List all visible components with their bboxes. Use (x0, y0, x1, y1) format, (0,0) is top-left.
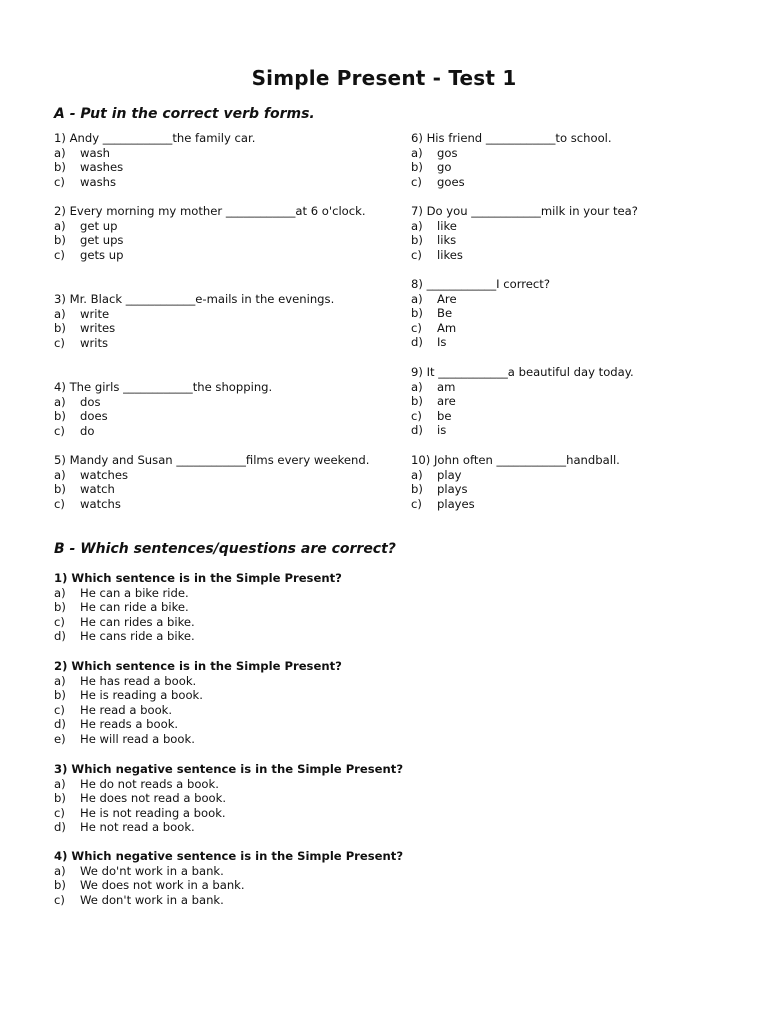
question-b4 (54, 849, 694, 907)
option (54, 600, 694, 615)
option (54, 424, 384, 439)
question-a6 (411, 131, 701, 189)
section-b-heading: B - Which sentences/questions are correct? (54, 541, 396, 557)
option-letter: a) (54, 776, 66, 791)
option-letter: a) (54, 306, 66, 321)
option (411, 219, 701, 234)
option-text: go (437, 160, 452, 175)
option-text: Be (437, 306, 453, 321)
option (411, 321, 701, 336)
option-text: write (80, 306, 110, 321)
option (54, 468, 384, 483)
option-letter: b) (411, 394, 423, 409)
option-letter: a) (54, 585, 66, 600)
option-letter: c) (411, 174, 422, 189)
option-text: He reads a book. (80, 717, 179, 732)
option-text: He does not read a book. (80, 791, 227, 806)
option-text: watchs (80, 496, 121, 511)
option-letter: e) (54, 731, 66, 746)
option-text: He can rides a bike. (80, 614, 195, 629)
option-text: watch (80, 482, 115, 497)
question-stem: 1) Andy ____________the family car. (54, 131, 256, 145)
option (411, 497, 701, 512)
option-text: is (437, 423, 447, 438)
option-letter: b) (411, 306, 423, 321)
option-letter: b) (54, 160, 66, 175)
option (54, 820, 694, 835)
option-letter: c) (411, 247, 422, 262)
option-text: He can a bike ride. (80, 585, 189, 600)
question-stem: 8) ____________I correct? (411, 277, 551, 291)
option (411, 160, 701, 175)
option-text: play (437, 467, 462, 482)
question-b3 (54, 762, 694, 835)
option-text: plays (437, 482, 468, 497)
option-text: He has read a book. (80, 673, 197, 688)
option (54, 717, 694, 732)
question-a1 (54, 131, 384, 189)
option (54, 248, 384, 263)
option-text: Are (437, 291, 457, 306)
option (411, 146, 701, 161)
option-letter: c) (54, 805, 65, 820)
question-stem: 3) Mr. Black ____________e-mails in the evenings. (54, 292, 335, 306)
option-letter: d) (54, 717, 66, 732)
option-text: goes (437, 174, 465, 189)
option (54, 160, 384, 175)
option (54, 791, 694, 806)
option-letter: a) (54, 394, 66, 409)
option-letter: c) (411, 320, 422, 335)
option (411, 175, 701, 190)
option-letter: d) (411, 335, 423, 350)
option-text: like (437, 218, 457, 233)
option (54, 732, 694, 747)
option-letter: a) (411, 145, 423, 160)
option (411, 306, 701, 321)
option (54, 219, 384, 234)
option-letter: a) (411, 291, 423, 306)
question-a4 (54, 380, 384, 438)
option-text: Am (437, 320, 457, 335)
option-letter: a) (411, 218, 423, 233)
option-letter: b) (54, 600, 66, 615)
option-letter: b) (54, 482, 66, 497)
option-letter: a) (411, 379, 423, 394)
option-text: Is (437, 335, 447, 350)
option (54, 806, 694, 821)
option-text: get ups (80, 233, 124, 248)
option (411, 292, 701, 307)
option (54, 703, 694, 718)
option-letter: d) (54, 820, 66, 835)
option (54, 233, 384, 248)
question-a3 (54, 292, 384, 350)
option-letter: b) (54, 409, 66, 424)
option-letter: c) (411, 496, 422, 511)
option-text: likes (437, 247, 463, 262)
option (54, 893, 694, 908)
page-title: Simple Present - Test 1 (251, 66, 517, 90)
option (54, 674, 694, 689)
option-text: get up (80, 218, 118, 233)
option (411, 423, 701, 438)
option-text: He read a book. (80, 702, 173, 717)
option-letter: a) (54, 218, 66, 233)
option-text: gets up (80, 247, 124, 262)
option-text: We don't work in a bank. (80, 892, 224, 907)
option-text: watches (80, 467, 129, 482)
option-letter: a) (54, 673, 66, 688)
option-letter: b) (54, 791, 66, 806)
option (54, 307, 384, 322)
option-text: He cans ride a bike. (80, 629, 195, 644)
option-letter: a) (54, 863, 66, 878)
option-text: writes (80, 321, 116, 336)
question-a7 (411, 204, 701, 262)
option-text: be (437, 408, 452, 423)
option (411, 380, 701, 395)
option (411, 409, 701, 424)
option-text: He do not reads a book. (80, 776, 219, 791)
option-letter: b) (54, 233, 66, 248)
question-b2 (54, 659, 694, 747)
option-letter: c) (54, 892, 65, 907)
option (54, 586, 694, 601)
option-letter: c) (54, 702, 65, 717)
option-letter: c) (54, 496, 65, 511)
option (54, 864, 694, 879)
option-text: writs (80, 335, 109, 350)
question-a10 (411, 453, 701, 511)
option-letter: b) (54, 878, 66, 893)
question-a5 (54, 453, 384, 511)
question-a8 (411, 277, 701, 350)
option-text: We do'nt work in a bank. (80, 863, 224, 878)
option-letter: b) (411, 160, 423, 175)
option-text: He not read a book. (80, 820, 195, 835)
option-letter: b) (54, 688, 66, 703)
question-b1 (54, 571, 694, 644)
option (411, 394, 701, 409)
option-text: washes (80, 160, 124, 175)
option-letter: c) (411, 408, 422, 423)
option-text: He is reading a book. (80, 688, 203, 703)
question-stem: 4) The girls ____________the shopping. (54, 380, 273, 394)
option-text: dos (80, 394, 101, 409)
option-text: does (80, 409, 108, 424)
option-text: We does not work in a bank. (80, 878, 245, 893)
option (54, 146, 384, 161)
option-text: am (437, 379, 456, 394)
question-a2 (54, 204, 384, 262)
section-a-heading: A - Put in the correct verb forms. (54, 106, 315, 122)
option (411, 233, 701, 248)
option (411, 335, 701, 350)
option-letter: c) (54, 423, 65, 438)
question-stem: 1) Which sentence is in the Simple Present? (54, 571, 342, 585)
option (54, 497, 384, 512)
option (54, 482, 384, 497)
question-a9 (411, 365, 701, 438)
option-letter: b) (54, 321, 66, 336)
option (411, 482, 701, 497)
question-stem: 4) Which negative sentence is in the Simple Present? (54, 849, 404, 863)
option-text: playes (437, 496, 475, 511)
option-letter: a) (54, 467, 66, 482)
option (54, 688, 694, 703)
option (54, 409, 384, 424)
option-text: He can ride a bike. (80, 600, 189, 615)
option-letter: c) (54, 174, 65, 189)
option-text: washs (80, 174, 117, 189)
option-letter: d) (411, 423, 423, 438)
option-text: He will read a book. (80, 731, 195, 746)
option (54, 777, 694, 792)
option (54, 615, 694, 630)
option-letter: c) (54, 247, 65, 262)
question-stem: 7) Do you ____________milk in your tea? (411, 204, 638, 218)
option (54, 395, 384, 410)
question-stem: 3) Which negative sentence is in the Simple Present? (54, 762, 404, 776)
option-letter: a) (411, 467, 423, 482)
option (54, 175, 384, 190)
option-letter: c) (54, 614, 65, 629)
option-letter: b) (411, 233, 423, 248)
option (54, 321, 384, 336)
option (411, 468, 701, 483)
option (54, 629, 694, 644)
option-text: wash (80, 145, 110, 160)
option (54, 336, 384, 351)
option-text: liks (437, 233, 457, 248)
option-letter: a) (54, 145, 66, 160)
question-stem: 5) Mandy and Susan ____________films every weekend. (54, 453, 370, 467)
option-letter: c) (54, 335, 65, 350)
option-text: do (80, 423, 95, 438)
question-stem: 9) It ____________a beautiful day today. (411, 365, 634, 379)
option-text: are (437, 394, 456, 409)
option-letter: b) (411, 482, 423, 497)
question-stem: 2) Every morning my mother ____________at 6 o'clock. (54, 204, 366, 218)
question-stem: 2) Which sentence is in the Simple Present? (54, 659, 342, 673)
option-letter: d) (54, 629, 66, 644)
option-text: gos (437, 145, 458, 160)
question-stem: 6) His friend ____________to school. (411, 131, 612, 145)
option (54, 878, 694, 893)
option (411, 248, 701, 263)
option-text: He is not reading a book. (80, 805, 226, 820)
question-stem: 10) John often ____________handball. (411, 453, 620, 467)
